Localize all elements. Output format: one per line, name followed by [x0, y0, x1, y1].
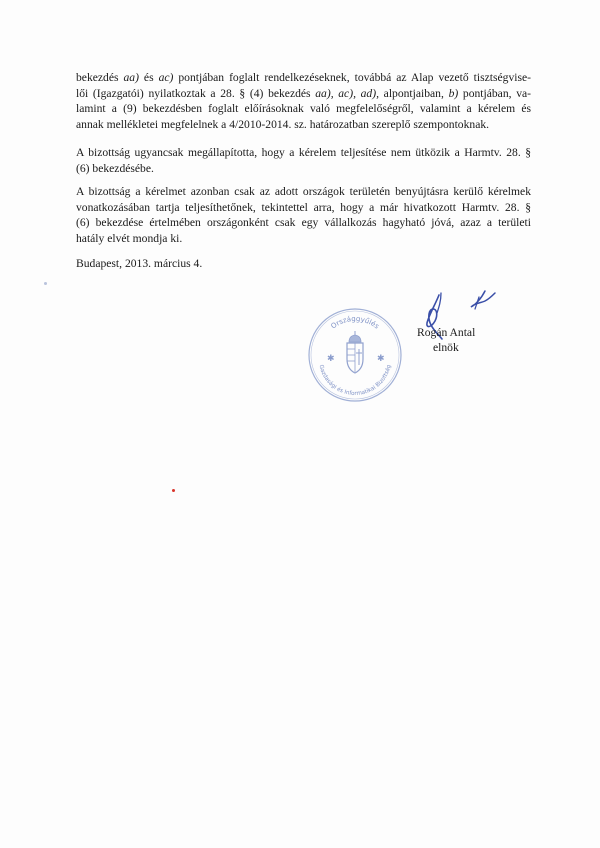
paragraph-line: hatály elvét mondja ki. — [76, 231, 183, 245]
document-date: Budapest, 2013. március 4. — [76, 257, 203, 270]
paragraph-line: annak mellékletei megfelelnek a 4/2010-2014. sz. határozatban szereplő szempontoknak. — [76, 117, 490, 131]
paragraph-line: A bizottság a kérelmet azonban csak az adott országok területén benyújtásra kerülő kérelmek — [76, 185, 531, 198]
stamp-bottom-text: Gazdasági és Informatikai Bizottság — [317, 364, 393, 398]
paragraph-requirements — [76, 70, 531, 132]
stamp-star-left-icon: ✱ — [327, 354, 335, 364]
coat-of-arms-icon — [347, 331, 363, 373]
scan-speck — [44, 282, 47, 285]
official-stamp-icon — [305, 305, 405, 405]
stamp-star-right-icon: ✱ — [377, 354, 385, 364]
paragraph-line: vonatkozásában tartja teljesíthetőnek, tekintettel arra, hogy a már hivatkozott Harmtv. 28. § — [76, 200, 531, 214]
scan-speck — [172, 489, 175, 492]
paragraph-line: A bizottság ugyancsak megállapította, hogy a kérelem teljesítése nem ütközik a Harmtv. 28. § — [76, 146, 531, 159]
paragraph-line: (6) bekezdésébe. — [76, 161, 154, 175]
paragraph-limitation — [76, 184, 531, 246]
paragraph-line: lamint a (9) bekezdésben foglalt előírásoknak való megfelelőségről, valamint a kérelem és — [76, 102, 531, 116]
paragraph-line: lői (Igazgatói) nyilatkoztak a 28. § (4) bekezdés aa), ac), ad), alpontjaiban, b) pontjában, va- — [76, 86, 532, 100]
signer-name: Rogán Antal — [417, 326, 476, 339]
stamp-top-text: Országgyűlés — [329, 314, 381, 331]
paragraph-line: (6) bekezdése értelmében országonként csak egy vállalkozás hagyható jóvá, azaz a területi — [76, 216, 531, 230]
paragraph-line: bekezdés aa) és ac) pontjában foglalt rendelkezéseknek, továbbá az Alap vezető tisztségvise- — [76, 71, 531, 84]
signer-title: elnök — [433, 341, 459, 354]
paragraph-finding — [76, 145, 531, 176]
